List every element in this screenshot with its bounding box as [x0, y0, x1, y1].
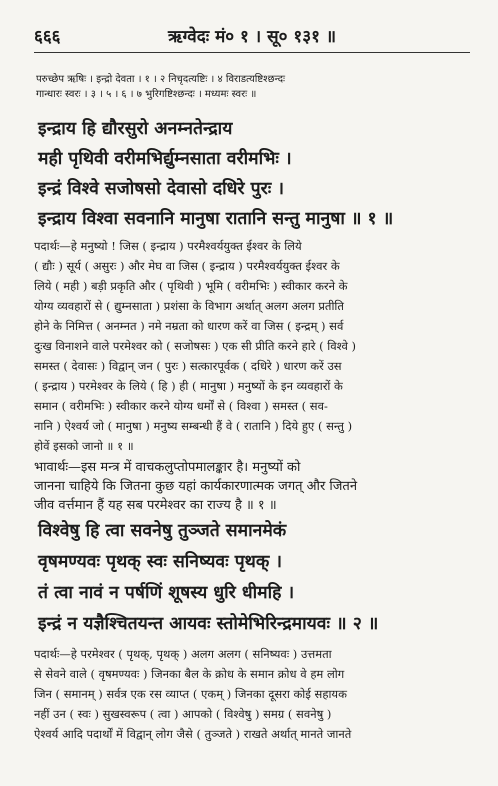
header-rule	[34, 52, 470, 53]
verse-line: तं त्वा नावं न पर्षणिं शूषस्य धुरि धीमहि ।	[38, 583, 295, 603]
paragraph-line: पदार्थः—हे परमेश्वर ( पृथक्, पृथक् ) अलग अलग ( सनिष्यवः ) उत्तमता	[34, 647, 332, 661]
verse-line: इन्द्राय विश्वा सवनानि मानुषा रातानि सन्तु मानुषा ॥ १ ॥	[38, 209, 394, 229]
paragraph-line: समान ( वरीमभिः ) स्वीकार करने योग्य धर्मों से ( विश्वा ) समस्त ( सव-	[34, 399, 328, 413]
mantra-meta	[36, 72, 468, 102]
paragraph-line: लिये ( मही ) बड़ी प्रकृति और ( पृथिवी ) भूमि ( वरीमभिः ) स्वीकार करने के	[34, 279, 348, 293]
page-header	[34, 24, 470, 50]
verse-line: वृषमण्यवः पृथक् स्वः सनिष्यवः पृथक् ।	[38, 552, 283, 572]
running-title: ऋग्वेदः मं० १ । सू० १३१ ॥	[167, 27, 337, 47]
paragraph-line: पदार्थः—हे मनुष्यो ! जिस ( इन्द्राय ) परमैश्वर्ययुक्त ईश्वर के लिये	[34, 239, 302, 253]
paragraph-line: ( द्यौः ) सूर्य ( असुरः ) और मेघ वा जिस ( इन्द्राय ) परमैश्वर्ययुक्त ईश्वर के	[34, 259, 340, 273]
verse-line: इन्द्राय हि द्यौरसुरो अनम्नतेन्द्राय	[38, 119, 233, 139]
paragraph-line: ( इन्द्राय ) परमेश्वर के लिये ( हि ) ही ( मानुषा ) मनुष्यों के इन व्यवहारों के	[34, 379, 343, 393]
bhavartha-paragraph	[34, 458, 470, 515]
paragraph-line: जानना चाहिये कि जितना कुछ यहां कार्यकारणात्मक जगत् और जितने	[34, 479, 358, 494]
paragraph-line: से सेवने वाले ( वृषमण्यवः ) जिनका बैल के क्रोध के समान क्रोध वे हम लोग	[34, 667, 345, 681]
padartha-paragraph	[34, 236, 470, 456]
paragraph-line: ऐश्वर्य आदि पदार्थों में विद्वान् लोग जैसे ( तुञ्जते ) राखते अर्थात् मानते जानते	[34, 727, 352, 741]
paragraph-line: जिन ( समानम् ) सर्वत्र एक रस व्याप्त ( एकम् ) जिनका दूसरा कोई सहायक	[34, 687, 347, 701]
verse-line: इन्द्रं न यज्ञैश्चितयन्त आयवः स्तोमेभिरिन्द्रमायवः ॥ २ ॥	[38, 614, 379, 634]
verse-line: मही पृथिवी वरीमभिर्द्युम्नसाता वरीमभिः ।	[38, 149, 292, 169]
paragraph-line: समस्त ( देवासः ) विद्वान् जन ( पुरः ) सत्कारपूर्वक ( दधिरे ) धारण करें उस	[34, 359, 342, 373]
paragraph-line: जीव वर्त्तमान हैं यह सब परमेश्वर का राज्य है ॥ १ ॥	[34, 498, 277, 513]
verse-line: इन्द्रं विश्वे सजोषसो देवासो दधिरे पुरः ।	[38, 179, 285, 199]
paragraph-line: दुःख विनाशने वाले परमेश्वर को ( सजोषसः ) एक सी प्रीति करने हारे ( विश्वे )	[34, 339, 357, 353]
paragraph-line: होने के निमित्त ( अनम्नत ) नमे नम्रता को धारण करें वा जिस ( इन्द्रम् ) सर्व	[34, 319, 344, 333]
paragraph-line: नानि ) ऐश्वर्य जो ( मानुषा ) मनुष्य सम्बन्धी हैं वे ( रातानि ) दिये हुए ( सन्तु )	[34, 419, 353, 433]
meta-line: गान्धारः स्वरः । ३ । ५ । ६ । ७ भुरिगष्टिश्छन्दः । मध्यमः स्वरः ॥	[36, 89, 257, 100]
paragraph-line: नहीं उन ( स्वः ) सुखस्वरूप ( त्वा ) आपको ( विश्वेषु ) समग्र ( सवनेषु )	[34, 707, 332, 721]
paragraph-line: होवें इसको जानो ॥ १ ॥	[34, 439, 134, 453]
padartha-paragraph	[34, 644, 470, 744]
page-number: ६६६	[34, 27, 61, 47]
meta-line: परुच्छेप ऋषिः । इन्द्रो देवता । १ । २ निचृदत्यष्टिः । ४ विराडत्यष्टिश्छन्दः	[36, 74, 286, 85]
paragraph-line: योग्य व्यवहारों से ( द्युम्नसाता ) प्रशंसा के विभाग अर्थात् अलग अलग प्रतीति	[34, 299, 344, 313]
paragraph-line: भावार्थः—इस मन्त्र में वाचकलुप्तोपमालङ्कार है। मनुष्यों को	[34, 460, 301, 475]
verse-line: विश्वेषु हि त्वा सवनेषु तुञ्जते समानमेकं	[38, 521, 287, 541]
